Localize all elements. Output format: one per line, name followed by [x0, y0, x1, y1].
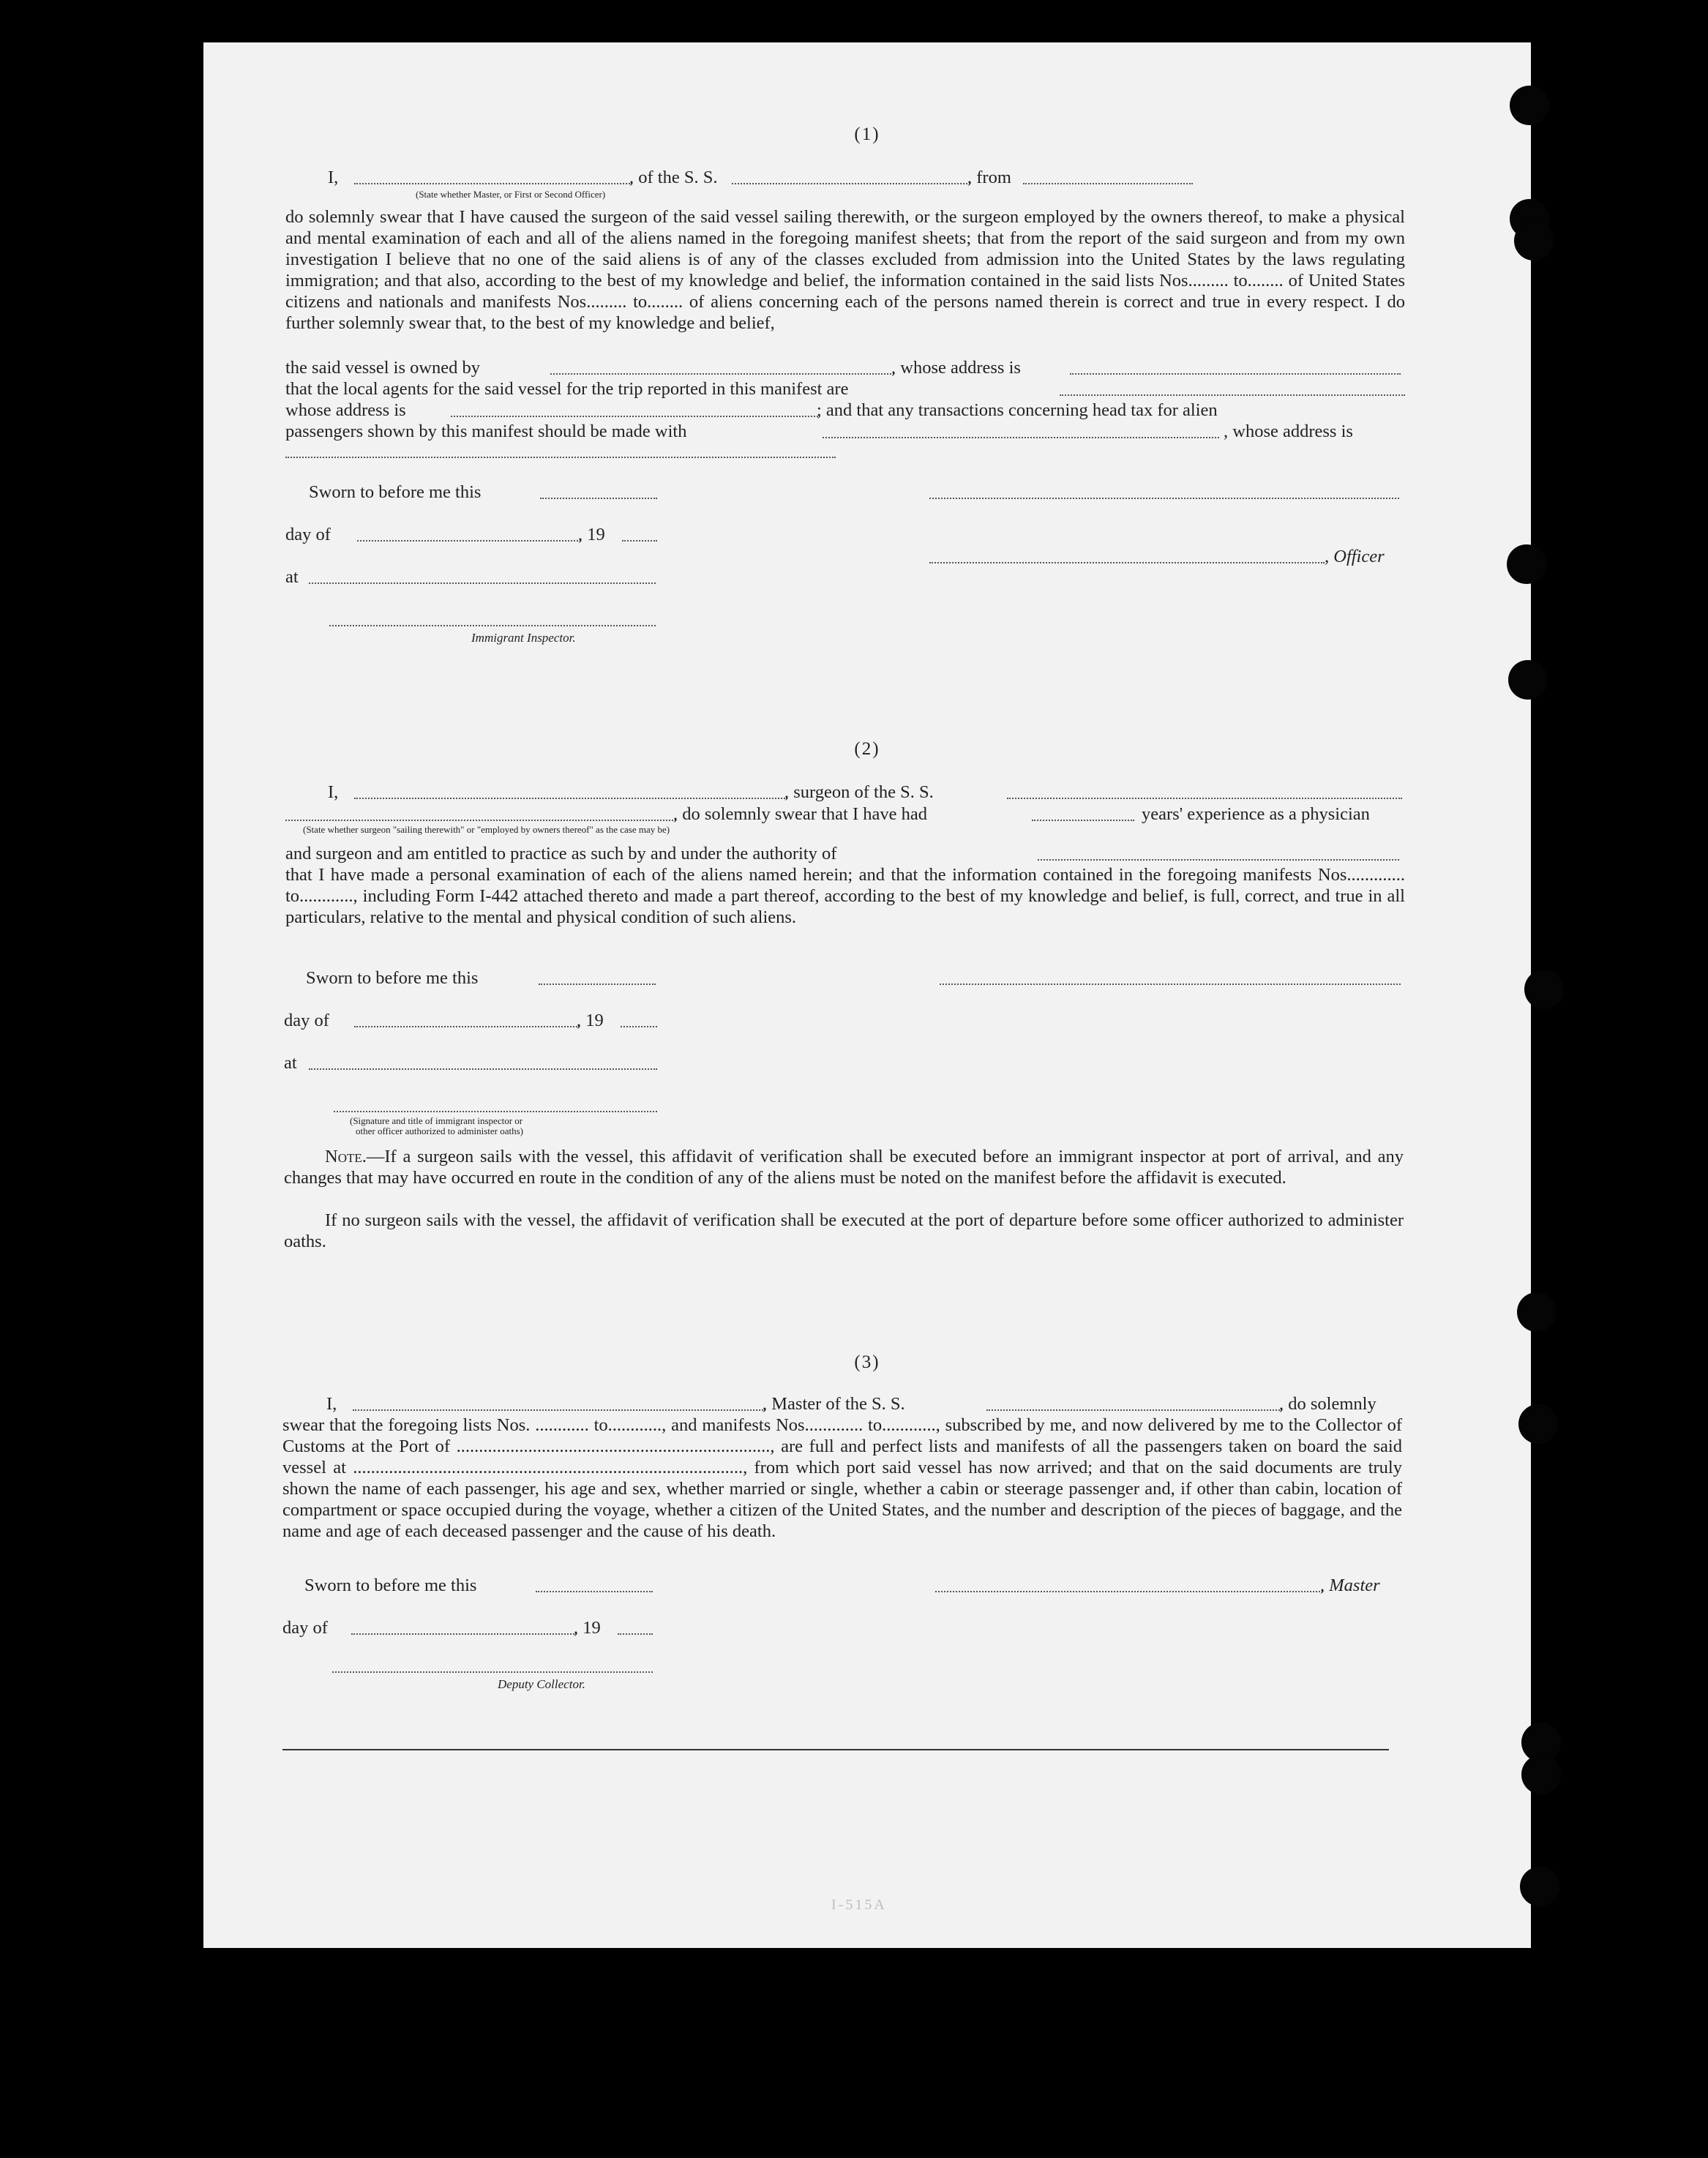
s2-authority-field[interactable] — [1038, 859, 1399, 861]
s1-from-port-field[interactable] — [1023, 183, 1193, 184]
s2-sig-caption-2: other officer authorized to administer oaths) — [356, 1125, 523, 1136]
s2-day-of-label: day of — [284, 1011, 329, 1030]
s3-collector-signature-field[interactable] — [332, 1671, 653, 1673]
s1-master-caption: (State whether Master, or First or Second Officer) — [416, 189, 606, 200]
s1-owned-by-label: the said vessel is owned by — [285, 358, 481, 378]
s1-day-of-label: day of — [285, 525, 331, 544]
form-number-faint: I-515A — [831, 1897, 887, 1913]
s2-sig-caption-1: (Signature and title of immigrant inspector or — [350, 1115, 523, 1126]
punch-hole — [1521, 1755, 1561, 1794]
s1-local-agents-field[interactable] — [1060, 394, 1405, 396]
s2-year-label: , 19 — [577, 1011, 604, 1030]
punch-hole — [1524, 970, 1564, 1009]
s1-officer-name-field[interactable] — [354, 183, 632, 184]
s2-years-field[interactable] — [1032, 820, 1134, 821]
s3-year-field[interactable] — [618, 1633, 653, 1635]
s1-local-agents-label: that the local agents for the said vessel for the trip reported in this manifest are — [285, 379, 849, 399]
s2-month-field[interactable] — [354, 1026, 580, 1027]
s2-note-2: If no surgeon sails with the vessel, the affidavit of verification shall be executed at the port of departure before some officer authorized to administer oaths. — [284, 1210, 1404, 1251]
s1-passengers-label: passengers shown by this manifest should be made with — [285, 422, 687, 441]
s1-agent-address-label: whose address is — [285, 400, 406, 420]
s1-month-field[interactable] — [357, 540, 581, 542]
s1-owner-field[interactable] — [550, 373, 894, 375]
s3-oath-text: swear that the foregoing lists Nos. ............ to............, and manifests Nos............. to............, subscribed by me, and now delivered by me to the Collector of Customs at the Port of ......................................................................, are full and perfect lists and manifests of all the passengers taken on board the said vessel at ......................................................................................., from which port said vessel has now arrived; and that on the said documents are truly shown the name of each passenger, his age and sex, whether married or single, whether a cabin or steerage passenger and, if other than cabin, location of compartment or space occupied during the voyage, whether a citizen of the United States, and the number and description of the pieces of baggage, and the name and age of each deceased passenger and the cause of his death. — [282, 1415, 1402, 1541]
s2-note-text: —If a surgeon sails with the vessel, this affidavit of verification shall be executed before an immigrant inspector at port of arrival, and any changes that may have occurred en route in the condition of any of the aliens must be noted on the manifest before the affidavit is executed. — [284, 1147, 1404, 1188]
section-1-number: (1) — [854, 124, 880, 144]
s1-owner-address-field[interactable] — [1070, 373, 1401, 375]
punch-hole — [1517, 1292, 1557, 1332]
punch-hole — [1518, 1404, 1558, 1444]
s3-master-of-label: , Master of the S. S. — [763, 1394, 905, 1414]
s1-inspector-signature-field[interactable] — [329, 625, 656, 626]
s1-i-label: I, — [328, 168, 339, 187]
s1-agent-address-field[interactable] — [451, 416, 818, 417]
manifest-back-page — [203, 42, 1531, 1948]
s2-note — [284, 1146, 1404, 1188]
s3-vessel-name-field[interactable] — [986, 1409, 1282, 1411]
s1-inspector-caption: Immigrant Inspector. — [471, 631, 576, 645]
s1-at-field[interactable] — [309, 582, 656, 584]
s1-head-tax-party-field[interactable] — [823, 437, 1219, 438]
s2-signature-field[interactable] — [940, 984, 1401, 985]
s2-surgeon-of-label: , surgeon of the S. S. — [784, 782, 934, 802]
s1-head-tax-address-field[interactable] — [285, 457, 836, 458]
punch-hole — [1520, 1867, 1559, 1906]
s2-i-label: I, — [328, 782, 339, 802]
s3-i-label: I, — [326, 1394, 337, 1414]
punch-hole — [1514, 221, 1554, 261]
s1-officer-label: , Officer — [1325, 547, 1385, 566]
s1-year-field[interactable] — [622, 540, 657, 542]
s1-at-label: at — [285, 567, 299, 587]
s2-inspector-signature-field[interactable] — [334, 1111, 657, 1112]
s1-sworn-label: Sworn to before me this — [309, 482, 482, 502]
s1-year-label: , 19 — [578, 525, 605, 544]
s3-master-label: , Master — [1320, 1576, 1380, 1595]
s3-month-field[interactable] — [351, 1633, 577, 1635]
punch-hole-strip — [1489, 0, 1708, 2158]
s3-sworn-label: Sworn to before me this — [304, 1576, 477, 1595]
s1-from-label: , from — [967, 168, 1011, 187]
s2-surgeon-status-field[interactable] — [285, 820, 676, 821]
s2-years-label: years' experience as a physician — [1142, 804, 1370, 824]
s2-vessel-name-field[interactable] — [1007, 798, 1402, 799]
s2-sworn-day-field[interactable] — [539, 984, 656, 985]
s3-year-label: , 19 — [574, 1618, 601, 1638]
s2-sworn-label: Sworn to before me this — [306, 968, 479, 988]
s1-head-tax-address-label: , whose address is — [1224, 422, 1353, 441]
s1-signature-field[interactable] — [929, 498, 1399, 499]
s2-note-label: Note. — [325, 1147, 367, 1166]
s2-at-label: at — [284, 1053, 297, 1073]
s2-surgeon-name-field[interactable] — [354, 798, 787, 799]
s1-head-tax-label: ; and that any transactions concerning head tax for alien — [817, 400, 1218, 420]
s1-of-ss-label: , of the S. S. — [629, 168, 718, 187]
s3-solemnly-label: , do solemnly — [1279, 1394, 1376, 1414]
s3-sworn-day-field[interactable] — [536, 1591, 653, 1592]
s3-master-signature-field[interactable] — [935, 1591, 1323, 1592]
s2-status-caption: (State whether surgeon "sailing therewith" or "employed by owners thereof" as the case may be) — [303, 824, 670, 835]
punch-hole — [1508, 660, 1548, 700]
bottom-divider — [282, 1749, 1389, 1750]
s3-day-of-label: day of — [282, 1618, 328, 1638]
s1-officer-signature-field[interactable] — [929, 562, 1325, 563]
s3-master-name-field[interactable] — [353, 1409, 765, 1411]
s2-year-field[interactable] — [621, 1026, 657, 1027]
s2-at-field[interactable] — [309, 1068, 657, 1070]
s2-authority-label: and surgeon and am entitled to practice as such by and under the authority of — [285, 844, 837, 863]
section-2-number: (2) — [854, 739, 880, 759]
section-3-number: (3) — [854, 1352, 880, 1372]
s1-vessel-name-field[interactable] — [732, 183, 970, 184]
s1-owner-address-label: , whose address is — [891, 358, 1021, 378]
s1-oath-text: do solemnly swear that I have caused the surgeon of the said vessel sailing therewith, or the surgeon employed by the owners thereof, to make a physical and mental examination of each and all of the aliens named in the foregoing manifest sheets; that from the report of the said surgeon and from my own investigation I believe that no one of the said aliens is of any of the classes excluded from admission into the United States by the laws regulating immigration; and that also, according to the best of my knowledge and belief, the information contained in the said lists Nos......... to........ of United States citizens and nationals and manifests Nos......... to........ of aliens concerning each of the persons named therein is correct and true in every respect. I do further solemnly swear that, to the best of my knowledge and belief, — [285, 207, 1405, 333]
s2-swear-label: , do solemnly swear that I have had — [673, 804, 927, 824]
punch-hole — [1507, 544, 1546, 584]
s3-collector-caption: Deputy Collector. — [498, 1677, 585, 1691]
s2-oath-text: that I have made a personal examination of each of the aliens named herein; and that the information contained in the foregoing manifests Nos............. to............, including Form I-442 attached thereto and made a part thereof, according to the best of my knowledge and belief, is full, correct, and true in all particulars, relative to the mental and physical condition of such aliens. — [285, 865, 1405, 927]
s1-sworn-day-field[interactable] — [540, 498, 657, 499]
punch-hole — [1510, 86, 1549, 125]
